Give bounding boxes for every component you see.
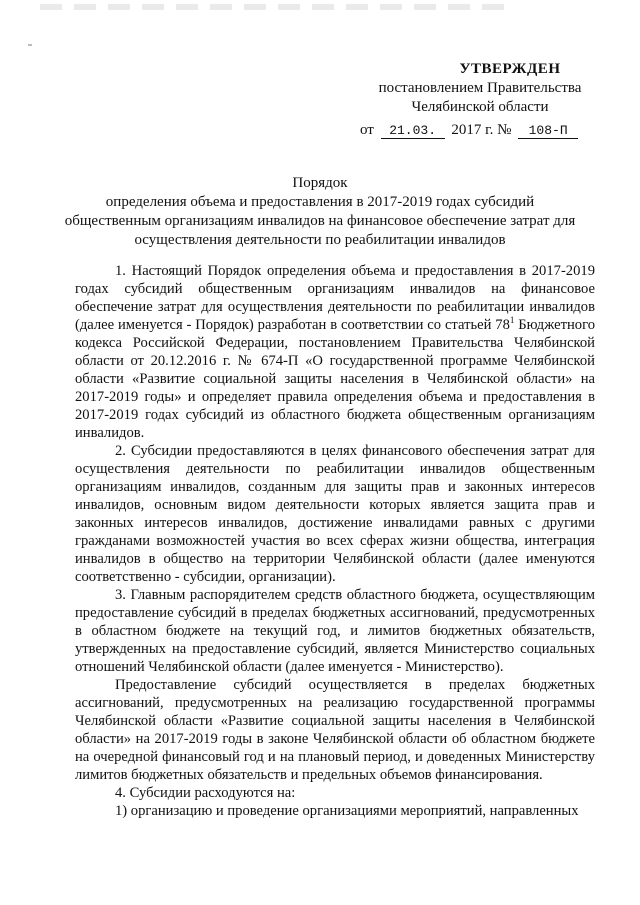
approval-date: 21.03. bbox=[381, 123, 445, 139]
paragraph-1 bbox=[75, 262, 595, 442]
paragraph-5: 4. Субсидии расходуются на: bbox=[115, 785, 296, 801]
document-heading: Порядок bbox=[292, 175, 348, 191]
scan-header-artifact bbox=[40, 4, 510, 10]
paragraph-4: Предоставление субсидий осуществляется в пределах бюджетных ассигнований, предусмотренных на реализацию государственной программы Челябинской области «Развитие социальной защиты населения в Челябинской области» на 2017-2019 годы в законе Челябинской области об областном бюджете на очередной финансовый год и на плановый период, и доведенных Министерству лимитов бюджетных обязательств и предельных объемов финансирования. bbox=[75, 677, 595, 783]
approval-line-1: постановлением Правительства bbox=[378, 80, 582, 96]
document-subtitle: определения объема и предоставления в 2017-2019 годах субсидий общественным организациям инвалидов на финансовое обеспечение затрат для осуществления деятельности по реабилитации инвалидов bbox=[64, 194, 576, 248]
paragraph-1-part-a: 1. Настоящий Порядок определения объема и предоставления в 2017-2019 годах субсидий общественным организациям инвалидов на финансовое обеспечение затрат для осуществления деятельности по реабилитации инвалидов (далее именуется - Порядок) разработан в соответствии со статьей 78 bbox=[75, 263, 595, 333]
approval-stamp bbox=[360, 60, 600, 140]
approval-signature-line bbox=[360, 121, 600, 140]
approval-number: 108-П bbox=[518, 123, 578, 139]
document-title-block bbox=[60, 174, 580, 250]
approval-year-suffix: 2017 г. № bbox=[451, 122, 512, 138]
document-body bbox=[75, 262, 595, 820]
paragraph-1-part-b: Бюджетного кодекса Российской Федерации, постановлением Правительства Челябинской области от 20.12.2016 г. № 674-П «О государственной программе Челябинской области «Развитие социальной защиты населения в Челябинской области» на 2017-2019 годы» и определяет правила определения объема и предоставления в 2017-2019 годах субсидий из областного бюджета общественным организациям инвалидов. bbox=[75, 317, 595, 441]
approval-title: УТВЕРЖДЕН bbox=[459, 61, 561, 77]
paragraph-3: 3. Главным распорядителем средств областного бюджета, осуществляющим предоставление субсидий в пределах бюджетных ассигнований, предусмотренных в областном бюджете на текущий год, и лимитов бюджетных обязательств, утвержденных на предоставление субсидий, является Министерство социальных отношений Челябинской области (далее именуется - Министерство). bbox=[75, 587, 595, 675]
paragraph-1-superscript: 1 bbox=[509, 315, 515, 326]
approval-from-prefix: от bbox=[360, 122, 374, 138]
scan-dot-artifact bbox=[28, 44, 32, 46]
approval-line-2: Челябинской области bbox=[411, 99, 549, 115]
paragraph-2: 2. Субсидии предоставляются в целях финансового обеспечения затрат для осуществления деятельности по реабилитации инвалидов общественным организациям инвалидов, созданным для защиты прав и законных интересов инвалидов, основным видом деятельности которых является защита прав и законных интересов инвалидов, достижение инвалидами равных с другими гражданами возможностей участия во всех сферах жизни общества, интеграция инвалидов в общество на территории Челябинской области (далее именуются соответственно - субсидии, организации). bbox=[75, 443, 595, 585]
paragraph-6: 1) организацию и проведение организациями мероприятий, направленных bbox=[115, 803, 579, 819]
